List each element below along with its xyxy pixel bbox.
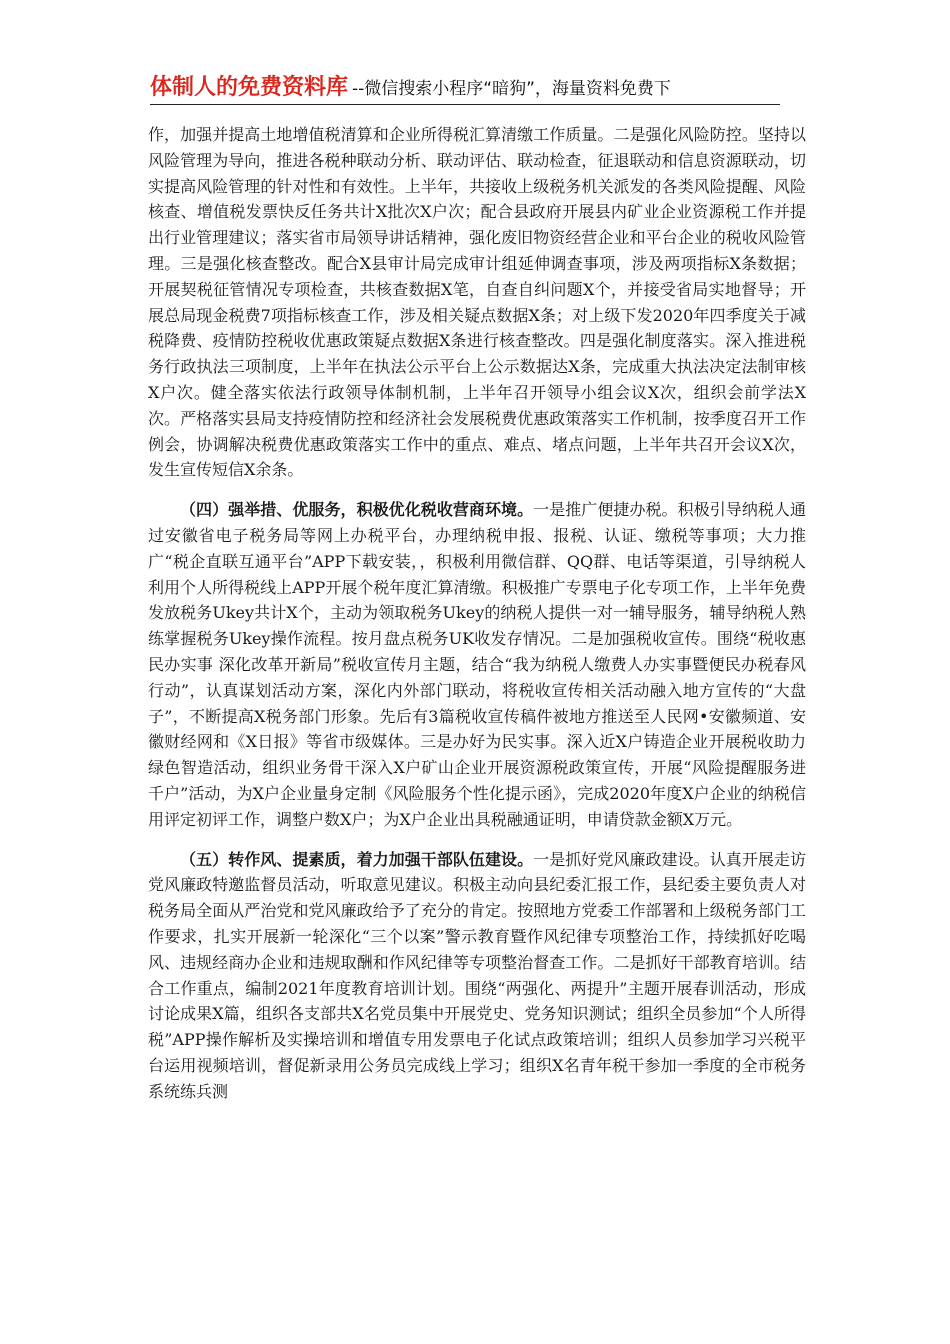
page-header xyxy=(150,70,780,105)
paragraph-2 xyxy=(148,497,806,832)
paragraph-text: 一是推广便捷办税。积极引导纳税人通过安徽省电子税务局等网上办税平台，办理纳税申报、报税、认证、缴税等事项；大力推广“税企直联互通平台”APP下载安装，，积极利用微信群、QQ群、电话等渠道，引导纳税人利用个人所得税线上APP开展个税年度汇算清缴。积极推广专票电子化专项工作，上半年免费发放税务Ukey共计X个，主动为领取税务Ukey的纳税人提供一对一辅导服务，辅导纳税人熟练掌握税务Ukey操作流程。按月盘点税务UK收发存情况。二是加强税收宣传。围绕“税收惠民办实事 深化改革开新局”税收宣传月主题，结合“我为纳税人缴费人办实事暨便民办税春风行动”，认真谋划活动方案，深化内外部门联动，将税收宣传相关活动融入地方宣传的“大盘子”，不断提高X税务部门形象。先后有3篇税收宣传稿件被地方推送至人民网•安徽频道、安徽财经网和《X日报》等省市级媒体。三是办好为民实事。深入近X户铸造企业开展税收助力绿色智造活动，组织业务骨干深入X户矿山企业开展资源税政策宣传，开展“风险提醒服务进千户”活动，为X户企业量身定制《风险服务个性化提示函》，完成2020年度X户企业的纳税信用评定初评工作，调整户数X户；为X户企业出具税融通证明，申请贷款金额X万元。 xyxy=(148,500,806,829)
paragraph-text: 作，加强并提高土地增值税清算和企业所得税汇算清缴工作质量。二是强化风险防控。坚持以风险管理为导向，推进各税种联动分析、联动评估、联动检查，征退联动和信息资源联动，切实提高风险管理的针对性和有效性。上半年，共接收上级税务机关派发的各类风险提醒、风险核查、增值税发票快反任务共计X批次X户次；配合县政府开展县内矿业企业资源税工作并提出行业管理建议；落实省市局领导讲话精神，强化废旧物资经营企业和平台企业的税收风险管理。三是强化核查整改。配合X县审计局完成审计组延伸调查事项，涉及两项指标X条数据；开展契税征管情况专项检查，共核查数据X笔，自查自纠问题X个，并接受省局实地督导；开展总局现金税费7项指标核查工作，涉及相关疑点数据X条；对上级下发2020年四季度关于减税降费、疫情防控税收优惠政策疑点数据X条进行核查整改。四是强化制度落实。深入推进税务行政执法三项制度，上半年在执法公示平台上公示数据达X条，完成重大执法决定法制审核X户次。健全落实依法行政领导体制机制，上半年召开领导小组会议X次，组织会前学法X次。严格落实县局支持疫情防控和经济社会发展税费优惠政策落实工作机制，按季度召开工作例会，协调解决税费优惠政策落实工作中的重点、难点、堵点问题，上半年共召开会议X次，发生宣传短信X余条。 xyxy=(148,125,806,480)
section-heading-5: （五）转作风、提素质，着力加强干部队伍建设。 xyxy=(180,849,534,869)
paragraph-1 xyxy=(148,122,806,483)
document-body xyxy=(148,122,806,1118)
header-brand: 体制人的免费资料库 xyxy=(150,75,349,100)
paragraph-text: 一是抓好党风廉政建设。认真开展走访党风廉政特邀监督员活动，听取意见建议。积极主动向县纪委汇报工作，县纪委主要负责人对税务局全面从严治党和党风廉政给予了充分的肯定。按照地方党委工作部署和上级税务部门工作要求，扎实开展新一轮深化“三个以案”警示教育暨作风纪律专项整治工作，持续抓好吃喝风、违规经商办企业和违规取酬和作风纪律等专项整治督查工作。二是抓好干部教育培训。结合工作重点，编制2021年度教育培训计划。围绕“两强化、两提升”主题开展春训活动，形成讨论成果X篇，组织各支部共X名党员集中开展党史、党务知识测试；组织全员参加“个人所得税”APP操作解析及实操培训和增值专用发票电子化试点政策培训；组织人员参加学习兴税平台运用视频培训，督促新录用公务员完成线上学习；组织X名青年税干参加一季度的全市税务系统练兵测 xyxy=(148,849,806,1101)
header-tagline: --微信搜索小程序“暗狗”，海量资料免费下 xyxy=(352,79,671,99)
paragraph-3 xyxy=(148,847,806,1105)
section-heading-4: （四）强举措、优服务，积极优化税收营商环境。 xyxy=(180,500,534,520)
